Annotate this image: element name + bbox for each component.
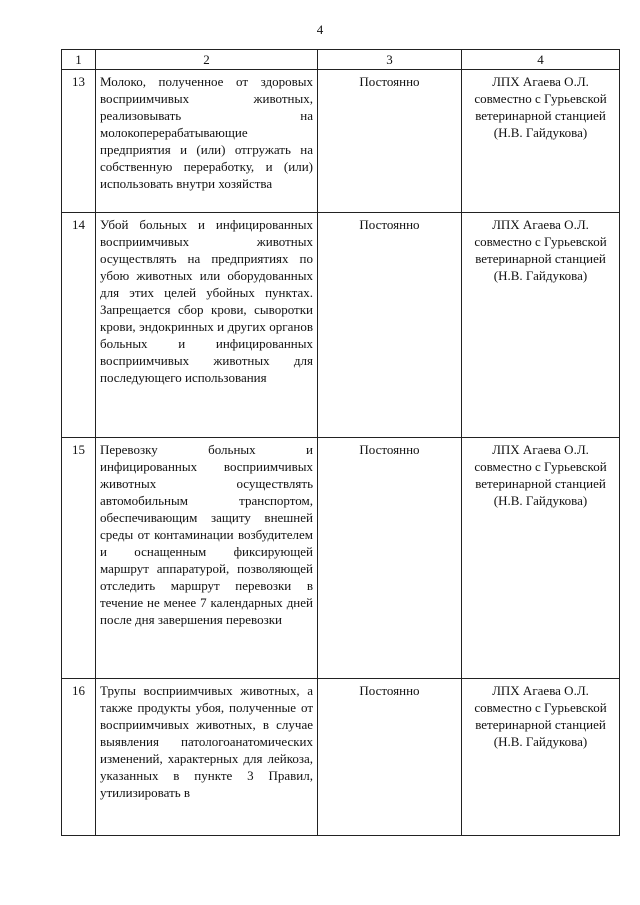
responsible-line: ЛПХ Агаева О.Л. [492, 683, 589, 698]
measure-text: Молоко, полученное от здоровых восприимчивых животных, реализовывать на молокоперерабатывающие предприятия и (или) отгружать на собственную переработку, и (или) использовать внутри хозяйства [96, 70, 318, 213]
responsible-line: ЛПХ Агаева О.Л. [492, 442, 589, 457]
responsible-line: ветеринарной станцией [475, 717, 606, 732]
responsible-line: (Н.В. Гайдукова) [493, 734, 588, 749]
page-number: 4 [316, 22, 324, 37]
measure-term: Постоянно [318, 213, 462, 438]
row-number: 13 [62, 70, 96, 213]
row-number: 16 [62, 679, 96, 836]
measure-text: Перевозку больных и инфицированных восприимчивых животных осуществлять автомобильным транспортом, обеспечивающим защиту внешней среды от контаминации возбудителем и оснащенным фиксирующей маршрут аппаратурой, позволяющей отследить маршрут перевозки в течение не менее 7 календарных дней после дня завершения перевозки [96, 438, 318, 679]
measure-text: Убой больных и инфицированных восприимчивых животных осуществлять на предприятиях по убою животных или оборудованных для этих целей убойных пунктах. Запрещается сбор крови, сыворотки крови, эндокринных и других органов больных и инфицированных восприимчивых животных для последующего использования [96, 213, 318, 438]
responsible-cell [462, 438, 620, 679]
responsible-cell [462, 679, 620, 836]
row-number: 15 [62, 438, 96, 679]
responsible-cell [462, 213, 620, 438]
measures-table [61, 49, 620, 836]
responsible-line: (Н.В. Гайдукова) [493, 493, 588, 508]
responsible-line: совместно с Гурьевской [474, 700, 607, 715]
header-cell-2: 2 [96, 50, 318, 70]
responsible-line: совместно с Гурьевской [474, 459, 607, 474]
measure-term: Постоянно [318, 679, 462, 836]
responsible-line: (Н.В. Гайдукова) [493, 268, 588, 283]
responsible-line: ветеринарной станцией [475, 251, 606, 266]
responsible-cell [462, 70, 620, 213]
header-cell-4: 4 [462, 50, 620, 70]
responsible-line: совместно с Гурьевской [474, 234, 607, 249]
measure-term: Постоянно [318, 70, 462, 213]
table-row [62, 679, 620, 836]
responsible-line: ветеринарной станцией [475, 108, 606, 123]
measure-term: Постоянно [318, 438, 462, 679]
responsible-line: (Н.В. Гайдукова) [493, 125, 588, 140]
table-row [62, 70, 620, 213]
row-number: 14 [62, 213, 96, 438]
header-cell-3: 3 [318, 50, 462, 70]
responsible-line: ЛПХ Агаева О.Л. [492, 74, 589, 89]
table-header-row [62, 50, 620, 70]
table-row [62, 438, 620, 679]
responsible-line: ветеринарной станцией [475, 476, 606, 491]
table-row [62, 213, 620, 438]
measure-text: Трупы восприимчивых животных, а также продукты убоя, полученные от восприимчивых животных, в случае выявления патологоанатомических изменений, характерных для лейкоза, указанных в пункте 3 Правил, утилизировать в [96, 679, 318, 836]
responsible-line: совместно с Гурьевской [474, 91, 607, 106]
responsible-line: ЛПХ Агаева О.Л. [492, 217, 589, 232]
header-cell-1: 1 [62, 50, 96, 70]
